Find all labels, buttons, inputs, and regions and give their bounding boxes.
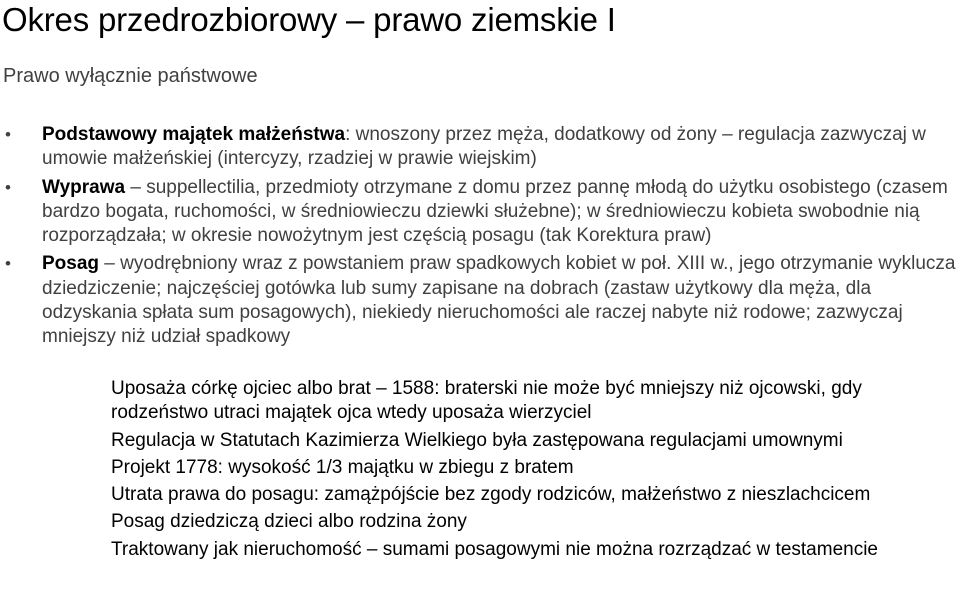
sub-item: Uposaża córkę ojciec albo brat – 1588: braterski nie może być mniejszy niż ojcowski, gdy rodzeństwo utraci majątek ojca wtedy uposaża wierzyciel — [111, 378, 862, 424]
sub-item: Traktowany jak nieruchomość – sumami posagowymi nie można rozrządzać w testamencie — [111, 538, 878, 560]
bullet-icon: • — [5, 125, 11, 144]
bullet-icon: • — [5, 254, 11, 274]
sub-item: Regulacja w Statutach Kazimierza Wielkiego była zastępowana regulacjami umownymi — [111, 429, 843, 451]
bullet-keyword: Wyprawa — [42, 176, 126, 198]
bullet-list — [5, 123, 958, 354]
bullet-item — [5, 252, 958, 349]
bullet-keyword: Podstawowy majątek małżeństwa — [42, 124, 346, 145]
bullet-item — [5, 123, 958, 172]
bullet-text: – wyodrębniony wraz z powstaniem praw spadkowych kobiet w poł. XIII w., jego otrzymanie wyklucza dziedziczenie; najczęściej gotówka lub sumy zapisane na dobrach (zastaw użytkowy dla męża, dla odzyskania spłata sum posagowych), niekiedy nieruchomości ale raczej nabyte niż rodowe; zazwyczaj mniejszy niż udział spadkowy — [42, 253, 956, 348]
sub-item: Posag dziedziczą dzieci albo rodzina żony — [111, 511, 467, 533]
bullet-icon: • — [5, 177, 11, 197]
sub-item: Projekt 1778: wysokość 1/3 majątku w zbiegu z bratem — [111, 456, 574, 478]
slide-subtitle: Prawo wyłącznie państwowe — [3, 65, 258, 87]
slide-title: Okres przedrozbiorowy – prawo ziemskie I — [2, 1, 616, 38]
bullet-item — [5, 176, 958, 249]
bullet-text: – suppellectilia, przedmioty otrzymane z domu przez pannę młodą do użytku osobistego (czasem bardzo bogata, ruchomości, w średniowieczu dziewki służebne); w średniowieczu kobieta swobodnie nią rozporządzała; w okresie nowożytnym jest częścią posagu (tak Korektura praw) — [42, 176, 948, 247]
bullet-text: : wnoszony przez męża, dodatkowy od żony – regulacja zazwyczaj w umowie małżeńskiej (intercyzy, rzadziej w prawie wiejskim) — [42, 124, 926, 170]
sub-item: Utrata prawa do posagu: zamążpójście bez zgody rodziców, małżeństwo z nieszlachcicem — [111, 484, 871, 506]
bullet-keyword: Posag — [42, 253, 100, 275]
sub-list — [111, 377, 960, 565]
